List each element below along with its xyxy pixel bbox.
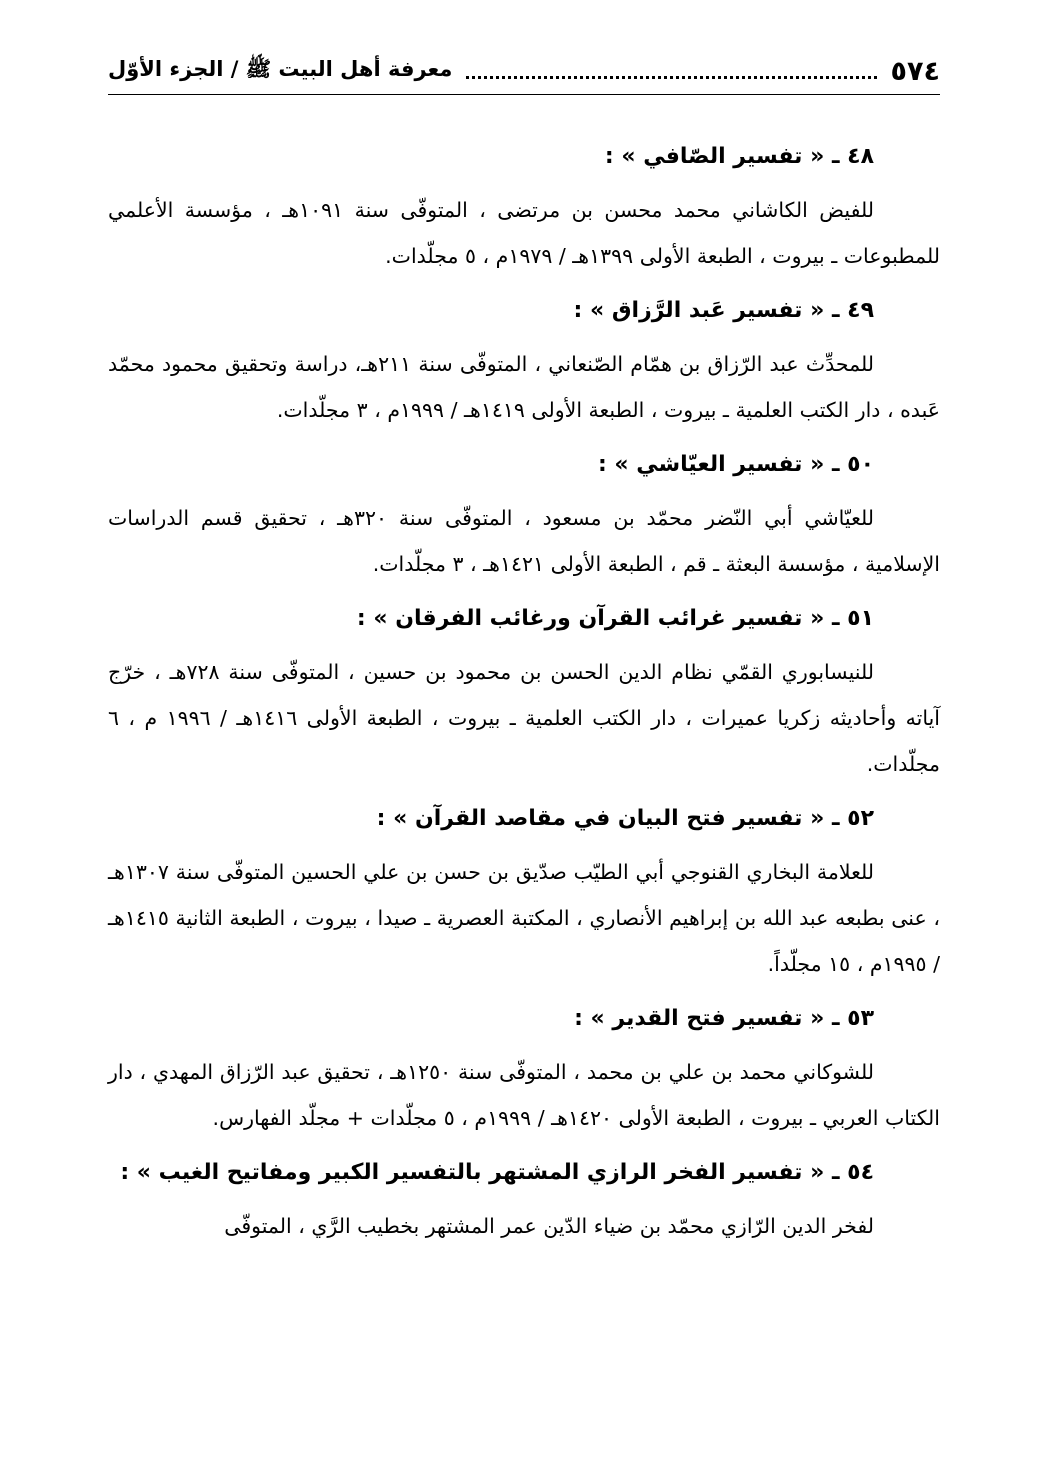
entry-body: للفيض الكاشاني محمد محسن بن مرتضى ، المتوفّى سنة ١٠٩١هـ ، مؤسسة الأعلمي للمطبوعات ـ بيروت ، الطبعة الأولى ١٣٩٩هـ / ١٩٧٩م ، ٥ مجلّدات.	[108, 198, 940, 268]
entry-body: للعيّاشي أبي النّضر محمّد بن مسعود ، المتوفّى سنة ٣٢٠هـ ، تحقيق قسم الدراسات الإسلامية ، مؤسسة البعثة ـ قم ، الطبعة الأولى ١٤٢١هـ ، ٣ مجلّدات.	[108, 506, 940, 576]
page-content	[108, 137, 940, 1249]
entry-body: لفخر الدين الرّازي محمّد بن ضياء الدّين عمر المشتهر بخطيب الرَّي ، المتوفّى	[224, 1214, 874, 1238]
entry-heading: ٤٨ ـ « تفسير الصّافي » :	[604, 144, 874, 169]
book-page	[108, 48, 940, 1428]
entry-heading: ٥٢ ـ « تفسير فتح البيان في مقاصد القرآن » :	[376, 806, 874, 831]
entry-body: للعلامة البخاري القنوجي أبي الطيّب صدّيق بن حسن بن علي الحسين المتوفّى سنة ١٣٠٧هـ ، عنى بطبعه عبد الله بن إبراهيم الأنصاري ، المكتبة العصرية ـ صيدا ، بيروت ، الطبعة الثانية ١٤١٥هـ / ١٩٩٥م ، ١٥ مجلّداً.	[108, 860, 940, 976]
entry-body: للنيسابوري القمّي نظام الدين الحسن بن محمود بن حسين ، المتوفّى سنة ٧٢٨هـ ، خرّج آياته وأحاديثه زكريا عميرات ، دار الكتب العلمية ـ بيروت ، الطبعة الأولى ١٤١٦هـ / ١٩٩٦ م ، ٦ مجلّدات.	[108, 660, 941, 776]
entry-body: للمحدِّث عبد الرّزاق بن همّام الصّنعاني ، المتوفّى سنة ٢١١هـ، دراسة وتحقيق محمود محمّد عَبده ، دار الكتب العلمية ـ بيروت ، الطبعة الأولى ١٤١٩هـ / ١٩٩٩م ، ٣ مجلّدات.	[108, 352, 940, 422]
entry-heading: ٥١ ـ « تفسير غرائب القرآن ورغائب الفرقان » :	[356, 606, 874, 631]
entry-heading: ٤٩ ـ « تفسير عَبد الرَّزاق » :	[573, 298, 874, 323]
entry-heading: ٥٤ ـ « تفسير الفخر الرازي المشتهر بالتفسير الكبير ومفاتيح الغيب » :	[120, 1160, 874, 1185]
header-dot-leader	[466, 76, 876, 79]
page-number: ٥٧٤	[890, 55, 940, 87]
entry-heading: ٥٠ ـ « تفسير العيّاشي » :	[597, 452, 874, 477]
entry-body: للشوكاني محمد بن علي بن محمد ، المتوفّى سنة ١٢٥٠هـ ، تحقيق عبد الرّزاق المهدي ، دار الكتاب العربي ـ بيروت ، الطبعة الأولى ١٤٢٠هـ / ١٩٩٩م ، ٥ مجلّدات + مجلّد الفهارس.	[108, 1060, 940, 1130]
running-title: معرفة أهل البيت ﷺ / الجزء الأوّل	[108, 56, 453, 81]
entry-heading: ٥٣ ـ « تفسير فتح القدير » :	[574, 1006, 874, 1031]
page-header	[108, 48, 940, 95]
